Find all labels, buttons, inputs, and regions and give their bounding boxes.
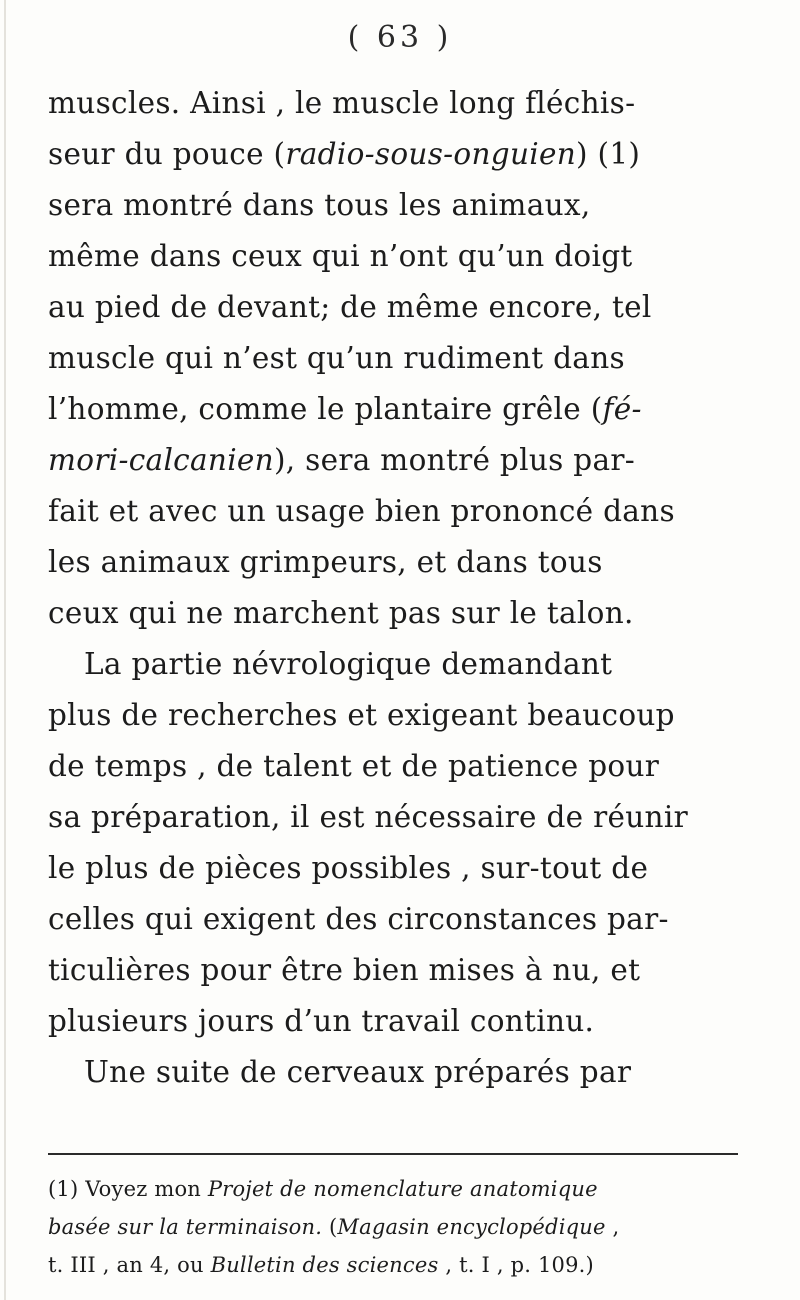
text-line: sa préparation, il est nécessaire de réunir <box>48 800 688 834</box>
text-line: au pied de devant; de même encore, tel <box>48 290 652 324</box>
paragraph-start-line: Une suite de cerveaux préparés par <box>84 1055 632 1089</box>
text-line: seur du pouce (radio-sous-onguien) (1) <box>48 137 641 171</box>
footnote <box>48 1170 748 1284</box>
text-line: celles qui exigent des circonstances par- <box>48 902 669 936</box>
italic-title: Magasin encyclopédique <box>337 1215 606 1239</box>
text-line: plusieurs jours d’un travail continu. <box>48 1004 595 1038</box>
page-number: ( 63 ) <box>347 20 453 55</box>
footnote-line: t. III , an 4, ou Bulletin des sciences , t. I , p. 109.) <box>48 1253 594 1277</box>
text-line: sera montré dans tous les animaux, <box>48 188 591 222</box>
text-line: fait et avec un usage bien prononcé dans <box>48 494 675 528</box>
text-line: muscle qui n’est qu’un rudiment dans <box>48 341 625 375</box>
italic-term: fé- <box>602 392 642 426</box>
italic-term: radio-sous-onguien <box>285 137 577 171</box>
text-line: le plus de pièces possibles , sur-tout de <box>48 851 649 885</box>
text-line: même dans ceux qui n’ont qu’un doigt <box>48 239 633 273</box>
footnote-line: (1) Voyez mon Projet de nomenclature anatomique <box>48 1177 598 1201</box>
text-line: les animaux grimpeurs, et dans tous <box>48 545 603 579</box>
page-edge <box>4 0 6 1300</box>
italic-term: mori-calcanien <box>48 443 274 477</box>
text-line: mori-calcanien), sera montré plus par- <box>48 443 636 477</box>
text-line: de temps , de talent et de patience pour <box>48 749 660 783</box>
italic-title: Bulletin des sciences <box>210 1253 439 1277</box>
text-line: plus de recherches et exigeant beaucoup <box>48 698 675 732</box>
text-line: muscles. Ainsi , le muscle long fléchis- <box>48 86 636 120</box>
body-text <box>48 78 738 1098</box>
text-line: ceux qui ne marchent pas sur le talon. <box>48 596 634 630</box>
italic-title: basée sur la terminaison. <box>48 1215 323 1239</box>
italic-title: Projet de nomenclature anatomique <box>207 1177 598 1201</box>
footnote-line: basée sur la terminaison. (Magasin encyclopédique , <box>48 1215 620 1239</box>
paragraph-start-line: La partie névrologique demandant <box>84 647 613 681</box>
text-line: l’homme, comme le plantaire grêle (fé- <box>48 392 642 426</box>
footnote-rule <box>48 1153 738 1155</box>
text-line: ticulières pour être bien mises à nu, et <box>48 953 641 987</box>
